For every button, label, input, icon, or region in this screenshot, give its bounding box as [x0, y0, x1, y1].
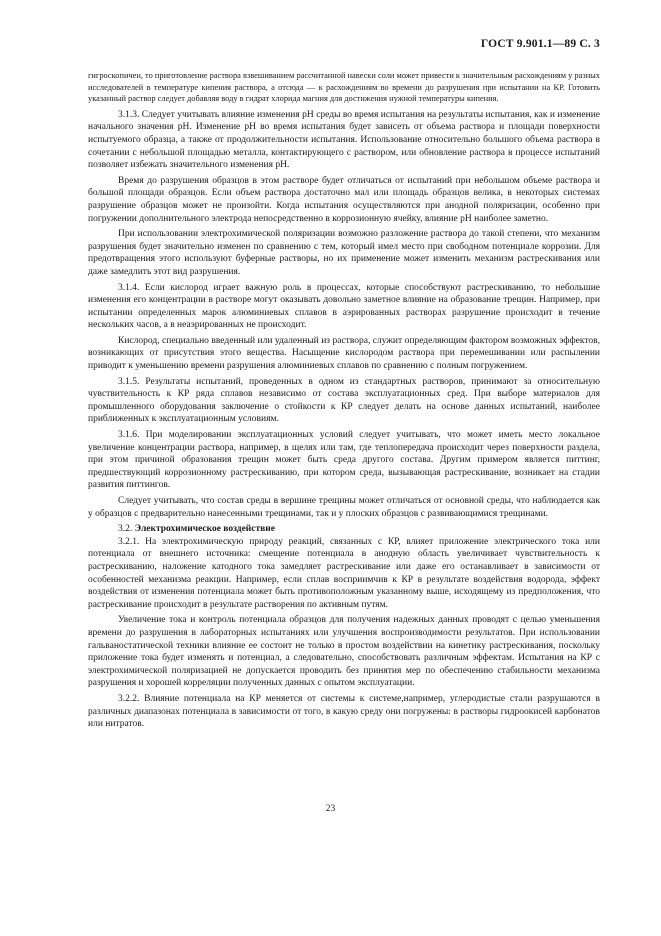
page-header: ГОСТ 9.901.1—89 С. 3: [480, 38, 600, 50]
section-title: Электрохимическое воздействие: [134, 524, 275, 535]
paragraph-3-1-6: 3.1.6. При моделировании эксплуатационных условий следует учитывать, что может иметь место локальное увеличение концентрации раствора, например, в щелях или там, где теплопередача происходит через поверхности раздела, при этом причиной образования трещин может быть среда другого состава. Другим примером является питтинг, предшествующий коррозионному растрескиванию, при котором среда, вызывающая растрескивание, возникает на стадии развития питтингов.: [88, 430, 600, 491]
paragraph-3-1-4: 3.1.4. Если кислород играет важную роль в процессах, которые способствуют растрескиванию, то небольшие изменения его концентрации в растворе могут оказывать довольно заметное влияние на образование трещин. Например, при испытании определенных марок алюминиевых сплавов в аэрированных растворах разрушение происходит в течение нескольких часов, а в неаэрированных не происходит.: [88, 282, 600, 331]
section-heading: [88, 523, 600, 536]
paragraph-time-to-failure: Время до разрушения образцов в этом растворе будет отличаться от испытаний при небольшом объеме раствора и большой площади образцов. Если объем раствора достаточно мал или площадь образцов велика, в некоторых системах разрушение образцов может не произойти. Когда испытания осуществляются при анодной поляризации, особенно при погружении дополнительного электрода непосредственно в коррозионную ячейку, влияние pH наиболее заметно.: [88, 175, 600, 224]
paragraph-3-1-5: 3.1.5. Результаты испытаний, проведенных в одном из стандартных растворов, принимают за относительную чувствительность к КР ряда сплавов независимо от состава эксплуатационных сред. При выборе материалов для промышленного оборудования заключение о стойкости к КР следует делать на основе данных испытаний, наиболее приближенных к эксплуатационным условиям.: [88, 376, 600, 425]
paragraph-oxygen: Кислород, специально введенный или удаленный из раствора, служит определяющим фактором возможных эффектов, возникающих от присутствия этого вещества. Насыщение кислородом раствора при перемешивании или распылении приводит к уменьшению времени разрушения алюминиевых сплавов по сравнению с полным погружением.: [88, 335, 600, 372]
section-number: 3.2.: [118, 524, 133, 535]
document-page: [88, 38, 600, 734]
paragraph-current-control: Увеличение тока и контроль потенциала образцов для получения надежных данных проводят с целью уменьшения времени до разрушения в лабораторных испытаниях или улучшения воспроизводимости результатов. При использовании гальваностатической техники влияние ее состоит не только в простом воздействии на кинетику растрескивания, поскольку приложение тока будет изменять и потенциал, а следовательно, способствовать различным эффектам. Испытания на КР с электрохимической поляризацией не допускается проводить без принятия мер по обеспечению стабильности механизма разрушения и хорошей корреляции полученных данных с опытом эксплуатации.: [88, 615, 600, 689]
paragraph-polarization: При использовании электрохимической поляризации возможно разложение раствора до такой степени, что механизм разрушения будет значительно изменен по сравнению с тем, который имел место при свободном потенциале коррозии. Для предотвращения этого используют буферные растворы, но их применение может изменить механизм растрескивания или даже замедлить этот вид разрушения.: [88, 229, 600, 277]
intro-paragraph: гигроскопичен, то приготовление раствора взвешиванием рассчитанной навески соли может привести к значительным расхождениям у разных исследователей в температуре кипения раствора, а отсюда — к расхождениям во времени до разрушения при испытании на КР. Готовить указанный раствор следует добавляя воду в гидрат хлорида магния для достижения нужной температуры кипения.: [88, 71, 600, 104]
page-number: 23: [325, 804, 336, 814]
paragraph-3-1-3: 3.1.3. Следует учитывать влияние изменения pH среды во время испытания на результаты испытания, как и изменение начального значения pH. Изменение pH во время испытания будет зависеть от объема раствора и площади поверхности испытуемого образца, а также от продолжительности испытания. Использование относительно большого объема раствора в сочетании с небольшой площадью металла, контактирующего с раствором, или обновление раствора в процессе испытаний позволяет избежать значительного изменения pH.: [88, 109, 600, 171]
paragraph-3-2-1: 3.2.1. На электрохимическую природу реакций, связанных с КР, влияет приложение электрического тока или потенциала от внешнего источника: смещение потенциала в анодную область увеличивает чувствительность к растрескиванию, наложение катодного тока замедляет растрескивание или даже его останавливает в зависимости от особенностей механизма реакции. Например, если сплав восприимчив к КР в результате воздействия водорода, эффект воздействия от изменения потенциала может быть противоположным указанному выше, исходящему из предположения, что растрескивание происходит в результате растворения по активным путям.: [88, 536, 600, 610]
paragraph-crack-tip: Следует учитывать, что состав среды в вершине трещины может отличаться от основной среды, что наблюдается как у образцов с предварительно нанесенными трещинами, так и у плоских образцов с развивающимися трещинами.: [88, 496, 600, 519]
paragraph-3-2-2: 3.2.2. Влияние потенциала на КР меняется от системы к системе,например, углеродистые стали разрушаются в различных диапазонах потенциала в зависимости от того, в какую среду они погружены: в растворы гидроокисей карбонатов или нитратов.: [88, 693, 600, 730]
